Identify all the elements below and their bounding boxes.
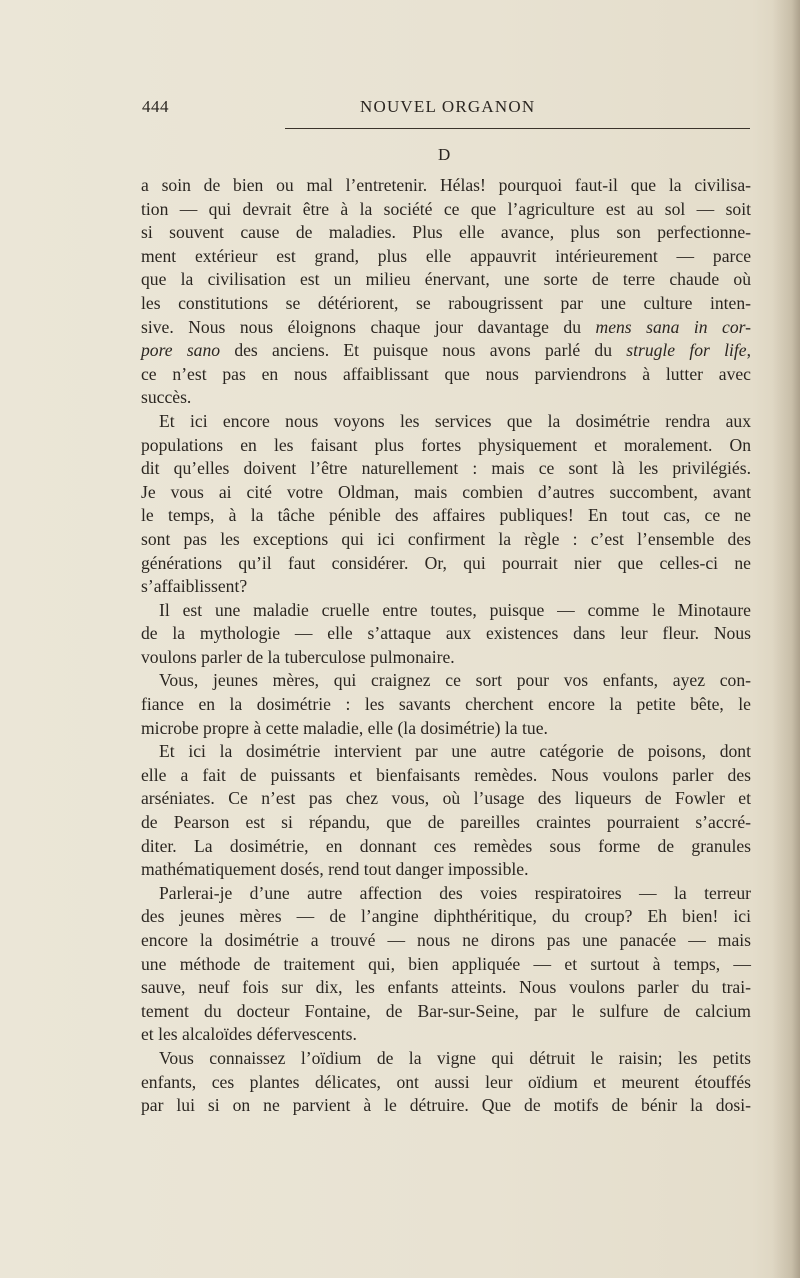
text-line: pore sano des anciens. Et puisque nous avons parlé du strugle for life,: [141, 340, 751, 361]
text-line: s’affaiblissent?: [141, 576, 248, 597]
page-edge-shadow: [772, 0, 800, 1278]
text-line: populations en les faisant plus fortes physiquement et moralement. On: [141, 434, 751, 455]
text-line: diter. La dosimétrie, en donnant ces remèdes sous forme de granules: [141, 835, 751, 856]
body-text: [141, 174, 751, 1118]
text-line: enfants, ces plantes délicates, ont aussi leur oïdium et meurent étouffés: [141, 1071, 751, 1092]
text-line: si souvent cause de maladies. Plus elle avance, plus son perfectionne-: [141, 222, 751, 243]
text-line: et les alcaloïdes défervescents.: [141, 1024, 357, 1045]
text-line: de la mythologie — elle s’attaque aux existences dans leur fleur. Nous: [141, 623, 751, 644]
italic-phrase: mens sana in cor-: [595, 316, 751, 337]
text-line: par lui si on ne parvient à le détruire. Que de motifs de bénir la dosi-: [141, 1095, 751, 1116]
text-line: mathématiquement dosés, rend tout danger impossible.: [141, 859, 529, 880]
text-line: les constitutions se détériorent, se rabougrissent par une culture inten-: [141, 292, 751, 313]
text-line: sauve, neuf fois sur dix, les enfants atteints. Nous voulons parler du trai-: [141, 977, 751, 998]
text-line: générations qu’il faut considérer. Or, qui pourrait nier que celles-ci ne: [141, 552, 751, 573]
text-line: de Pearson est si répandu, que de pareilles craintes pourraient s’accré-: [141, 812, 751, 833]
text-line: arséniates. Ce n’est pas chez vous, où l’usage des liqueurs de Fowler et: [141, 788, 751, 809]
running-title: NOUVEL ORGANON: [360, 97, 536, 116]
page-number: 444: [142, 97, 169, 116]
text-line: tement du docteur Fontaine, de Bar-sur-Seine, par le sulfure de calcium: [141, 1000, 751, 1021]
text-line: Je vous ai cité votre Oldman, mais combien d’autres succombent, avant: [141, 481, 751, 502]
text-line: dit qu’elles doivent l’être naturellement : mais ce sont là les privilégiés.: [141, 458, 751, 479]
text-line: succès.: [141, 387, 192, 408]
text-line: le temps, à la tâche pénible des affaires publiques! En tout cas, ce ne: [141, 505, 751, 526]
text-line: microbe propre à cette maladie, elle (la dosimétrie) la tue.: [141, 717, 548, 738]
text-line: encore la dosimétrie a trouvé — nous ne dirons pas une panacée — mais: [141, 930, 751, 950]
text-line: que la civilisation est un milieu énervant, une sorte de terre chaude où: [141, 269, 751, 290]
text-line: Et ici la dosimétrie intervient par une autre catégorie de poisons, dont: [159, 741, 751, 762]
text-line: Vous, jeunes mères, qui craignez ce sort pour vos enfants, ayez con-: [159, 670, 751, 691]
text-line: ce n’est pas en nous affaiblissant que nous parviendrons à lutter avec: [141, 363, 751, 384]
header-rule: [285, 128, 750, 129]
text-line: Vous connaissez l’oïdium de la vigne qui détruit le raisin; les petits: [159, 1047, 751, 1068]
text-line: a soin de bien ou mal l’entretenir. Hélas! pourquoi faut-il que la civilisa-: [141, 175, 751, 195]
text-line: voulons parler de la tuberculose pulmonaire.: [141, 646, 455, 667]
text-line: Et ici encore nous voyons les services que la dosimétrie rendra aux: [159, 410, 751, 431]
text-line: sont pas les exceptions qui ici confirment la règle : c’est l’ensemble des: [141, 528, 751, 549]
text-line: Il est une maladie cruelle entre toutes, puisque — comme le Minotaure: [159, 599, 751, 620]
text-line: fiance en la dosimétrie : les savants cherchent encore la petite bête, le: [141, 694, 751, 715]
text-line: Parlerai-je d’une autre affection des voies respiratoires — la terreur: [159, 882, 751, 903]
text-line: ment extérieur est grand, plus elle appauvrit intérieurement — parce: [141, 245, 751, 266]
text-line: tion — qui devrait être à la société ce que l’agriculture est au sol — soit: [141, 198, 751, 219]
text-line: une méthode de traitement qui, bien appliquée — et surtout à temps, —: [141, 953, 751, 974]
italic-phrase: strugle for life: [626, 340, 747, 361]
page-header: [142, 97, 750, 123]
text-line: des jeunes mères — de l’angine diphthéritique, du croup? Eh bien! ici: [141, 906, 751, 927]
signature-letter: D: [438, 145, 451, 164]
italic-phrase: pore sano: [141, 340, 221, 361]
text-line: sive. Nous nous éloignons chaque jour davantage du mens sana in cor-: [141, 316, 751, 337]
text-line: elle a fait de puissants et bienfaisants remèdes. Nous voulons parler des: [141, 764, 751, 785]
